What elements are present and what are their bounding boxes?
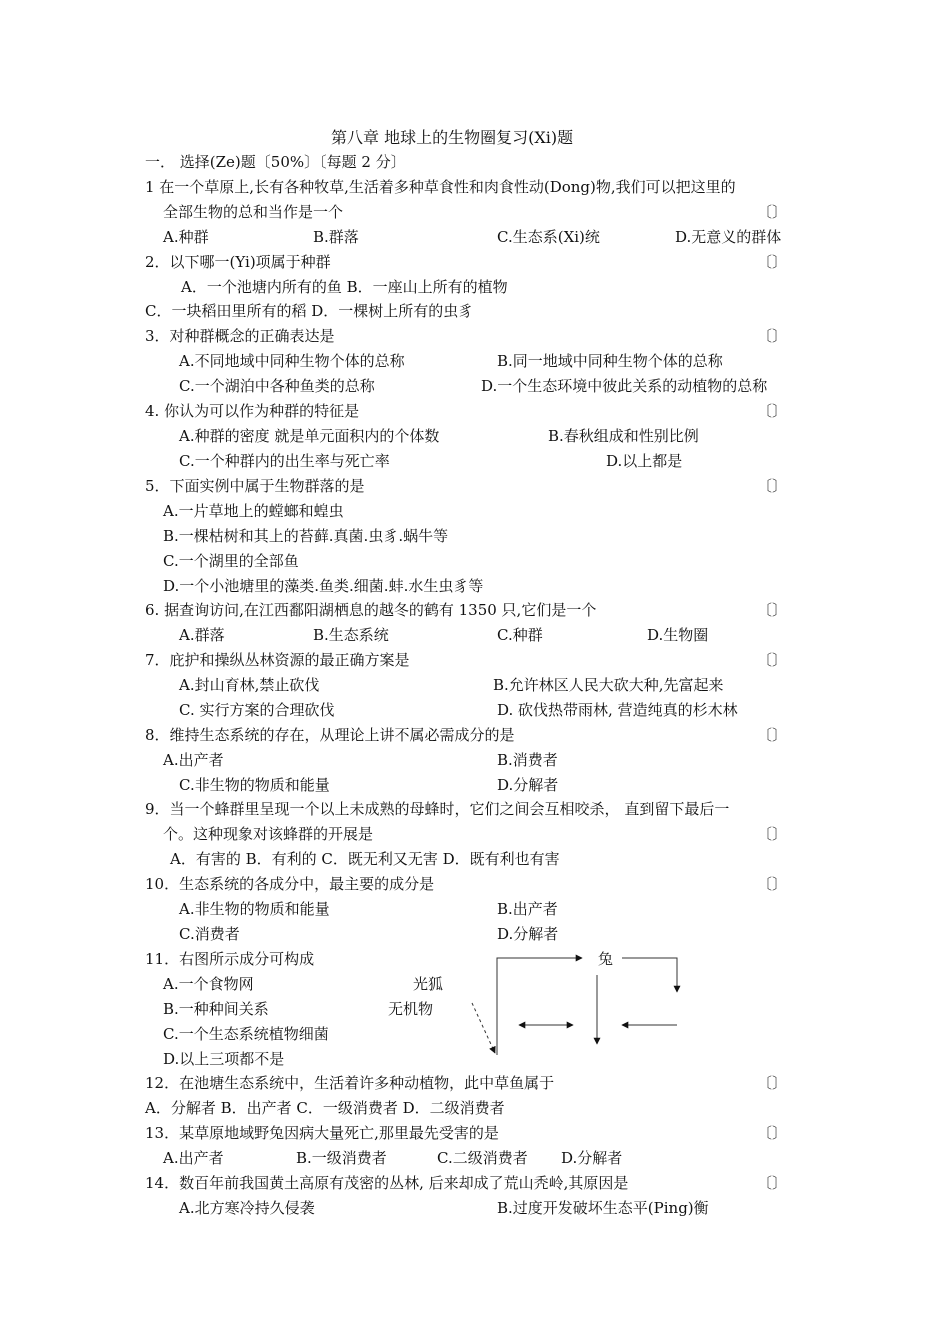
q13-option-a: A.出产者	[163, 1149, 224, 1167]
q1-option-c: C.生态系(Xi)统	[497, 228, 600, 246]
arrow-to-rabbit	[497, 958, 582, 1055]
q14-stem: 14．数百年前我国黄土高原有茂密的丛林, 后来却成了荒山秃岭,其原因是	[145, 1174, 629, 1192]
q13-option-c: C.二级消费者	[437, 1149, 528, 1167]
q13-answer-paren: 〔〕	[757, 1124, 788, 1142]
q3-option-a: A.不同地域中同种生物个体的总称	[179, 352, 405, 370]
q11-option-c: C.一个生态系统植物细菌	[163, 1025, 329, 1043]
q8-option-a: A.出产者	[163, 751, 224, 769]
q1-option-b: B.群落	[313, 228, 359, 246]
q5-option-c: C.一个湖里的全部鱼	[163, 552, 299, 570]
q13-option-b: B.一级消费者	[296, 1149, 387, 1167]
q11-option-b: B.一种种间关系	[163, 1000, 269, 1018]
q14-answer-paren: 〔〕	[757, 1174, 788, 1192]
q3-option-d: D.一个生态环境中彼此关系的动植物的总称	[481, 377, 768, 395]
q6-answer-paren: 〔〕	[757, 601, 788, 619]
section-heading: 一． 选择(Ze)题〔50%〕〔每题 2 分〕	[145, 153, 406, 171]
q4-option-d: D.以上都是	[606, 452, 683, 470]
q1-answer-paren: 〔〕	[757, 203, 788, 221]
q6-option-a: A.群落	[179, 626, 225, 644]
q2-answer-paren: 〔〕	[757, 253, 788, 271]
q7-option-b: B.允许林区人民大砍大种,先富起来	[493, 676, 724, 694]
q4-option-c: C.一个种群内的出生率与死亡率	[179, 452, 390, 470]
q14-option-a: A.北方寒冷持久侵袭	[179, 1199, 315, 1217]
q2-options-cd: C．一块稻田里所有的稻 D．一棵树上所有的虫豸	[145, 302, 474, 320]
q9-answer-paren: 〔〕	[757, 825, 788, 843]
diagram-label-fox: 光狐	[413, 975, 444, 993]
q5-option-a: A.一片草地上的螳螂和蝗虫	[163, 502, 344, 520]
arrow-dashed-diagonal	[472, 1003, 495, 1053]
q4-option-a: A.种群的密度 就是单元面积内的个体数	[179, 427, 440, 445]
q7-answer-paren: 〔〕	[757, 651, 788, 669]
q3-stem: 3．对种群概念的正确表达是	[145, 327, 335, 345]
q14-option-b: B.过度开发破坏生态平(Ping)衡	[497, 1199, 709, 1217]
q8-option-b: B.消费者	[497, 751, 558, 769]
diagram-label-inorganic: 无机物	[388, 1000, 434, 1018]
q5-option-b: B.一棵枯树和其上的苔藓.真菌.虫豸.蜗牛等	[163, 527, 449, 545]
q11-option-a: A.一个食物网	[163, 975, 254, 993]
q12-answer-paren: 〔〕	[757, 1074, 788, 1092]
q7-option-c: C. 实行方案的合理砍伐	[179, 701, 335, 719]
q4-answer-paren: 〔〕	[757, 402, 788, 420]
q10-option-a: A.非生物的物质和能量	[179, 900, 330, 918]
q10-option-b: B.出产者	[497, 900, 558, 918]
q8-option-d: D.分解者	[497, 776, 559, 794]
q1-stem-line1: 1 在一个草原上,长有各种牧草,生活着多种草食性和肉食性动(Dong)物,我们可以把这里的	[145, 178, 736, 196]
q11-option-d: D.以上三项都不是	[163, 1050, 285, 1068]
page-title: 第八章 地球上的生物圈复习(Xi)题	[331, 128, 574, 147]
q10-stem: 10．生态系统的各成分中，最主要的成分是	[145, 875, 435, 893]
q10-option-d: D.分解者	[497, 925, 559, 943]
q10-option-c: C.消费者	[179, 925, 240, 943]
q1-option-d: D.无意义的群体	[675, 228, 782, 246]
q8-option-c: C.非生物的物质和能量	[179, 776, 330, 794]
q5-answer-paren: 〔〕	[757, 477, 788, 495]
q9-stem-line1: 9．当一个蜂群里呈现一个以上未成熟的母蜂时，它们之间会互相咬杀， 直到留下最后一	[145, 800, 730, 818]
q7-stem: 7．庇护和操纵丛林资源的最正确方案是	[145, 651, 410, 669]
q1-option-a: A.种群	[163, 228, 209, 246]
q6-option-c: C.种群	[497, 626, 543, 644]
q1-stem-line2: 全部生物的总和当作是一个	[163, 203, 344, 221]
q3-option-b: B.同一地域中同种生物个体的总称	[497, 352, 723, 370]
q3-option-c: C.一个湖泊中各种鱼类的总称	[179, 377, 375, 395]
q4-stem: 4. 你认为可以作为种群的特征是	[145, 402, 360, 420]
arrow-rabbit-down	[622, 958, 677, 992]
q4-option-b: B.春秋组成和性别比例	[548, 427, 699, 445]
q13-option-d: D.分解者	[561, 1149, 623, 1167]
q12-options: A．分解者 B．出产者 C．一级消费者 D．二级消费者	[145, 1099, 505, 1117]
q6-stem: 6. 据查询访问,在江西鄱阳湖栖息的越冬的鹤有 1350 只,它们是一个	[145, 601, 597, 619]
q13-stem: 13．某草原地域野兔因病大量死亡,那里最先受害的是	[145, 1124, 499, 1142]
q8-answer-paren: 〔〕	[757, 726, 788, 744]
q9-stem-line2: 个。这种现象对该蜂群的开展是	[163, 825, 374, 843]
q9-options: A．有害的 B．有利的 C．既无利又无害 D．既有利也有害	[170, 850, 560, 868]
q3-answer-paren: 〔〕	[757, 327, 788, 345]
q2-stem: 2．以下哪一(Yi)项属于种群	[145, 253, 331, 271]
q8-stem: 8．维持生态系统的存在，从理论上讲不属必需成分的是	[145, 726, 515, 744]
q2-options-ab: A．一个池塘内所有的鱼 B．一座山上所有的植物	[181, 278, 508, 296]
q7-option-a: A.封山育林,禁止砍伐	[179, 676, 320, 694]
q5-option-d: D.一个小池塘里的藻类.鱼类.细菌.蚌.水生虫豸等	[163, 577, 484, 595]
q6-option-b: B.生态系统	[313, 626, 389, 644]
q5-stem: 5．下面实例中属于生物群落的是	[145, 477, 365, 495]
q6-option-d: D.生物圈	[647, 626, 709, 644]
q12-stem: 12．在池塘生态系统中，生活着许多种动植物，此中草鱼属于	[145, 1074, 555, 1092]
q7-option-d: D. 砍伐热带雨林, 营造纯真的杉木林	[497, 701, 738, 719]
q11-stem: 11．右图所示成分可构成	[145, 950, 315, 968]
q10-answer-paren: 〔〕	[757, 875, 788, 893]
diagram-label-rabbit: 兔	[598, 950, 614, 968]
